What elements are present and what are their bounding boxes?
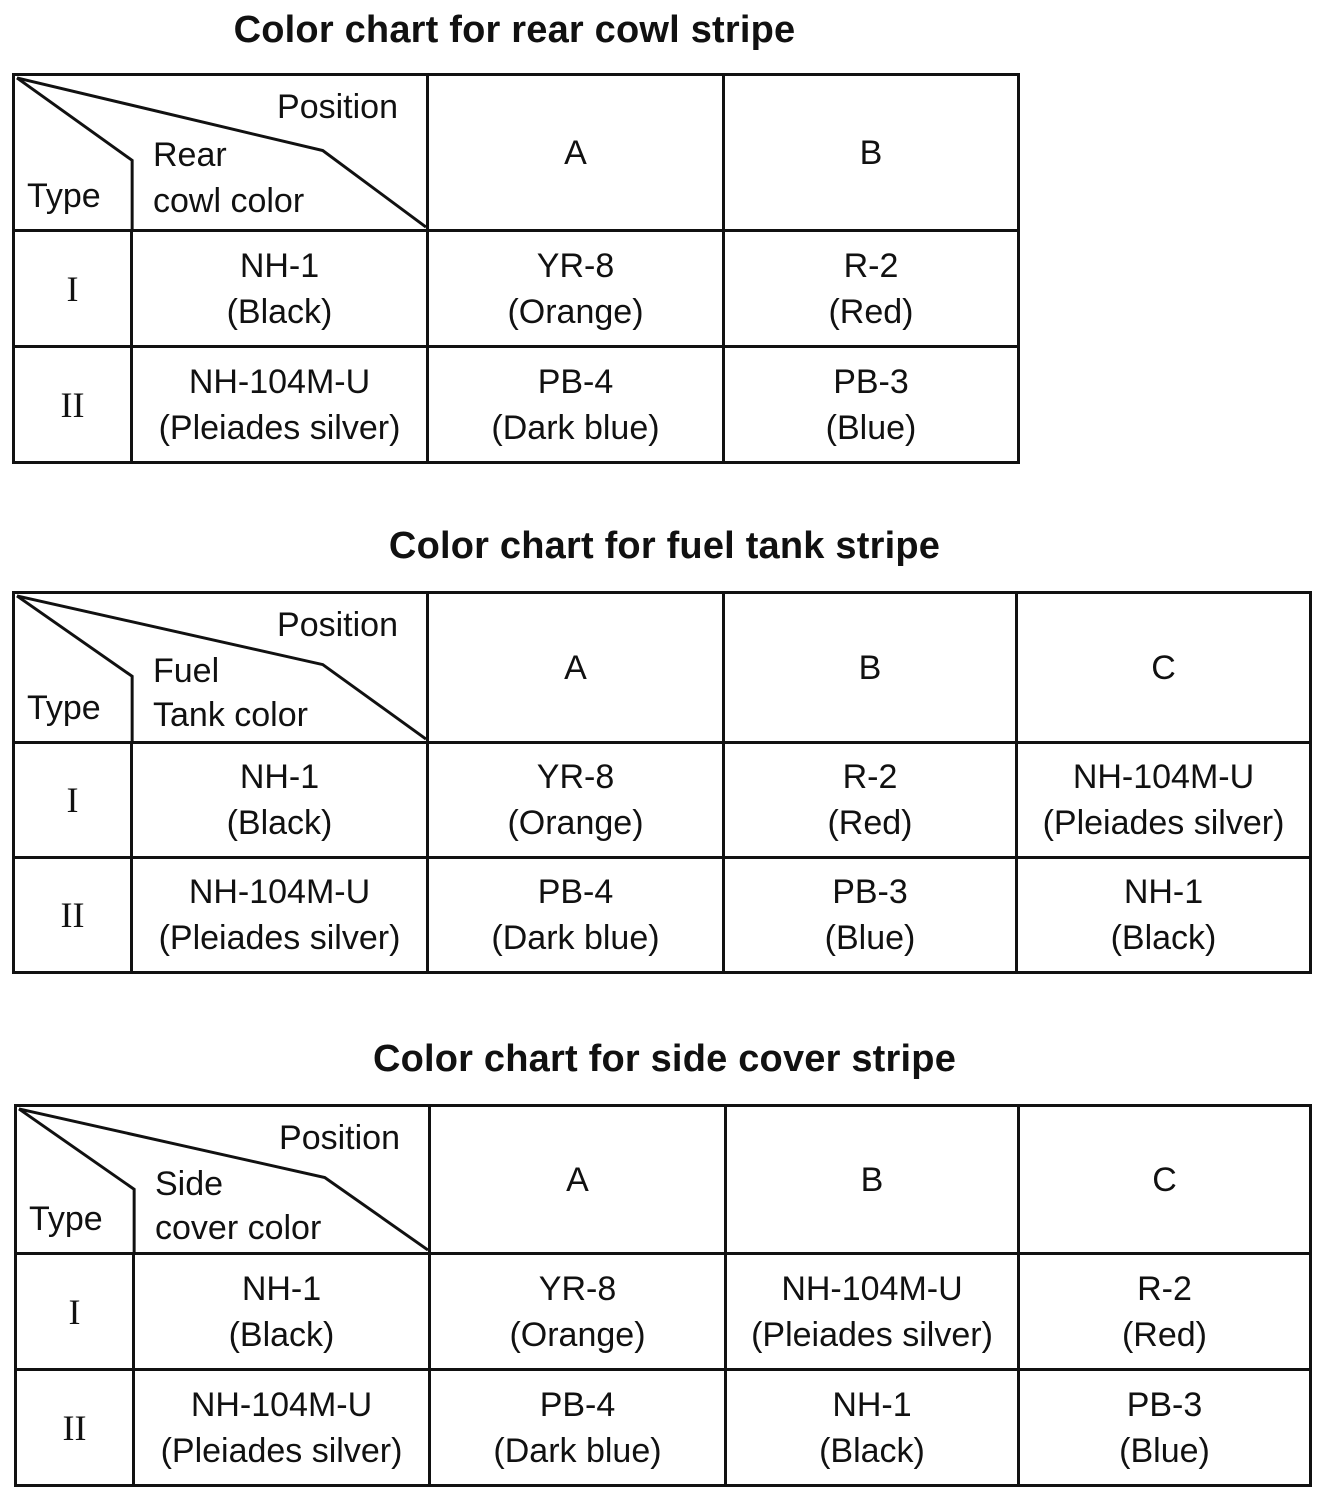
column-header-b: B — [724, 75, 1019, 231]
header-color-label-line1: Side — [155, 1165, 224, 1203]
position-a-cell: PB-4 (Dark blue) — [428, 858, 724, 973]
header-color-label-line2: Tank color — [153, 696, 308, 734]
position-c-cell: PB-3 (Blue) — [1019, 1370, 1311, 1486]
table-row — [14, 858, 1311, 973]
diagonal-header-cell — [14, 75, 428, 231]
position-a-cell: YR-8 (Orange) — [428, 743, 724, 858]
color-cell: NH-104M-U (Pleiades silver) — [132, 858, 428, 973]
position-c-cell: R-2 (Red) — [1019, 1254, 1311, 1370]
type-cell: II — [16, 1370, 134, 1486]
position-a-cell: YR-8 (Orange) — [430, 1254, 726, 1370]
header-type-label: Type — [27, 177, 101, 215]
position-a-cell: PB-4 (Dark blue) — [428, 347, 724, 463]
position-c-cell: NH-104M-U (Pleiades silver) — [1017, 743, 1311, 858]
table-row — [14, 347, 1019, 463]
diagonal-header-cell — [14, 593, 428, 743]
header-type-label: Type — [29, 1200, 103, 1238]
header-type-label: Type — [27, 689, 101, 727]
table-header-row — [14, 75, 1019, 231]
type-cell: II — [14, 347, 132, 463]
column-header-c: C — [1017, 593, 1311, 743]
type-cell: I — [16, 1254, 134, 1370]
type-cell: I — [14, 231, 132, 347]
table-row — [16, 1254, 1311, 1370]
header-position-label: Position — [279, 1119, 400, 1157]
position-b-cell: R-2 (Red) — [724, 231, 1019, 347]
type-cell: II — [14, 858, 132, 973]
header-position-label: Position — [277, 88, 398, 126]
column-header-b: B — [724, 593, 1017, 743]
type-cell: I — [14, 743, 132, 858]
position-b-cell: PB-3 (Blue) — [724, 347, 1019, 463]
position-b-cell: R-2 (Red) — [724, 743, 1017, 858]
table-row — [16, 1370, 1311, 1486]
column-header-b: B — [726, 1106, 1019, 1254]
table-row — [14, 231, 1019, 347]
header-color-label-line2: cowl color — [153, 182, 305, 220]
color-cell: NH-1 (Black) — [132, 743, 428, 858]
column-header-a: A — [428, 593, 724, 743]
position-a-cell: PB-4 (Dark blue) — [430, 1370, 726, 1486]
position-b-cell: PB-3 (Blue) — [724, 858, 1017, 973]
header-position-label: Position — [277, 606, 398, 644]
color-cell: NH-1 (Black) — [134, 1254, 430, 1370]
column-header-a: A — [430, 1106, 726, 1254]
chart-title-rear-cowl: Color chart for rear cowl stripe — [233, 9, 796, 51]
column-header-c: C — [1019, 1106, 1311, 1254]
position-b-cell: NH-1 (Black) — [726, 1370, 1019, 1486]
side-cover-color-table — [14, 1104, 1312, 1487]
color-cell: NH-1 (Black) — [132, 231, 428, 347]
header-color-label-line2: cover color — [155, 1209, 322, 1247]
header-color-label-line1: Fuel — [153, 652, 220, 690]
header-color-label-line1: Rear — [153, 136, 227, 174]
diagonal-header-cell — [16, 1106, 430, 1254]
position-c-cell: NH-1 (Black) — [1017, 858, 1311, 973]
position-a-cell: YR-8 (Orange) — [428, 231, 724, 347]
column-header-a: A — [428, 75, 724, 231]
chart-title-fuel-tank: Color chart for fuel tank stripe — [388, 525, 941, 567]
rear-cowl-color-table — [12, 73, 1020, 464]
table-header-row — [14, 593, 1311, 743]
chart-title-side-cover: Color chart for side cover stripe — [372, 1038, 957, 1080]
table-header-row — [16, 1106, 1311, 1254]
color-cell: NH-104M-U (Pleiades silver) — [132, 347, 428, 463]
fuel-tank-color-table — [12, 591, 1312, 974]
color-cell: NH-104M-U (Pleiades silver) — [134, 1370, 430, 1486]
position-b-cell: NH-104M-U (Pleiades silver) — [726, 1254, 1019, 1370]
table-row — [14, 743, 1311, 858]
